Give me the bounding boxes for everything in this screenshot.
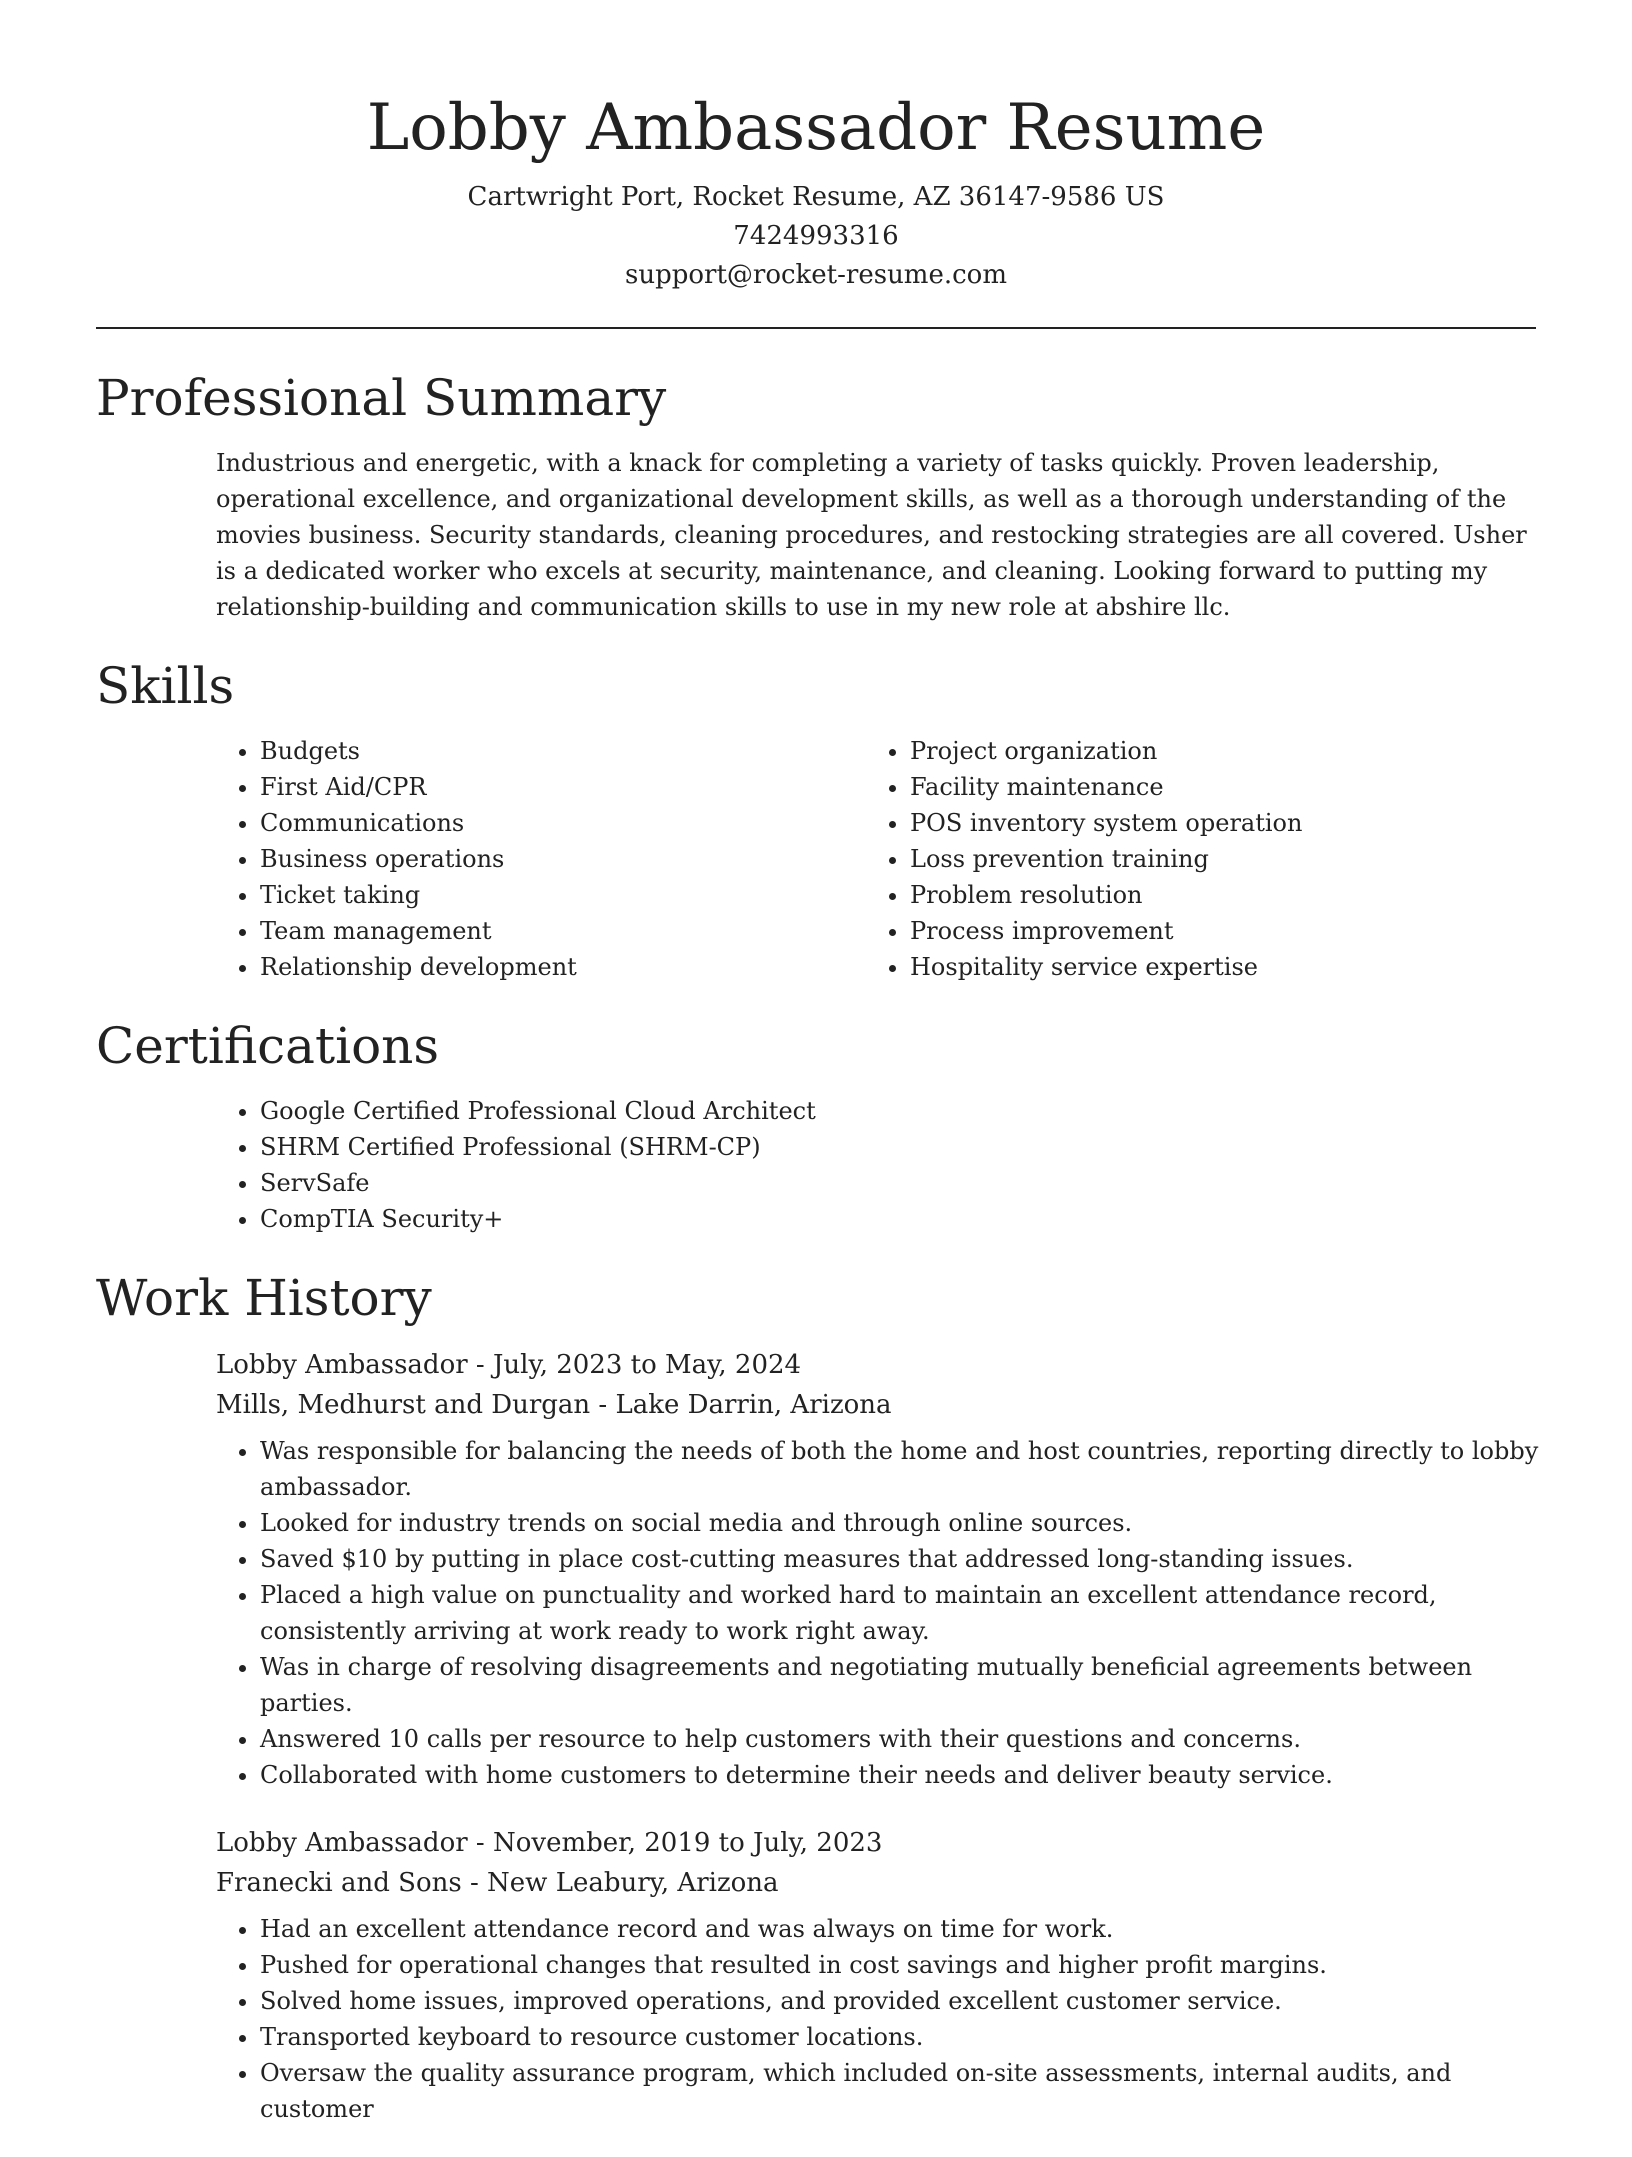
summary-text: Industrious and energetic, with a knack for completing a variety of tasks quickly. Proven leadership, operational excellence, and organizational development skills, as well as a thorough understanding of the movies business. Security standards, cleaning procedures, and restocking strategies are all covered. Usher is a dedicated worker who excels at security, maintenance, and cleaning. Looking forward to putting my relationship-building and communication skills to use in my new role at abshire llc. [216,449,1527,621]
job-title-line [216,1345,1536,1385]
job-location: - Lake Darrin, Arizona [590,1390,892,1420]
certifications-heading: Certifications [96,1017,440,1075]
work-history-section [96,1265,1539,2127]
job-role: Lobby Ambassador [216,1350,468,1380]
resume-title: Lobby Ambassador Resume [366,91,1266,165]
skill-item: • Facility maintenance [910,769,1516,805]
summary-heading: Professional Summary [96,369,667,427]
skills-grid [216,733,1536,985]
job-company-line [216,1863,1536,1903]
header-divider [96,327,1536,329]
job-duty-item: • Answered 10 calls per resource to help customers with their questions and concerns. [260,1721,1540,1757]
job-duty-item: • Looked for industry trends on social media and through online sources. [260,1505,1540,1541]
certification-item: • Google Certified Professional Cloud Architect [260,1093,1536,1129]
skill-item: • Process improvement [910,913,1516,949]
certification-item: • CompTIA Security+ [260,1201,1536,1237]
contact-address: Cartwright Port, Rocket Resume, AZ 36147-9586 US [467,182,1165,212]
job-company-line [216,1385,1536,1425]
skill-item: • Relationship development [260,949,866,985]
skill-item: • Team management [260,913,866,949]
job-duty-item: • Collaborated with home customers to determine their needs and deliver beauty service. [260,1757,1540,1793]
contact-phone: 7424993316 [733,221,899,251]
job-duty-item: • Transported keyboard to resource customer locations. [260,2019,1540,2055]
job-company: Franecki and Sons [216,1868,462,1898]
skill-item: • Hospitality service expertise [910,949,1516,985]
contact-block [96,178,1536,295]
certifications-section [96,1013,1536,1237]
job-duties [216,1911,1540,2127]
skill-item: • Communications [260,805,866,841]
job-company: Mills, Medhurst and Durgan [216,1390,591,1420]
job-duty-item: • Placed a high value on punctuality and worked hard to maintain an excellent attendance record, consistently arriving at work ready to work right away. [260,1577,1540,1649]
job-dates: - July, 2023 to May, 2024 [467,1350,802,1380]
skill-item: • Problem resolution [910,877,1516,913]
job-entry [216,1823,1536,2127]
skill-item: • Business operations [260,841,866,877]
skill-item: • Budgets [260,733,866,769]
skill-item: • Loss prevention training [910,841,1516,877]
work-history-heading: Work History [96,1269,432,1327]
job-duty-item: • Pushed for operational changes that resulted in cost savings and higher profit margins. [260,1947,1540,1983]
skills-column-right [866,733,1516,985]
skills-section [96,653,1536,985]
job-duty-item: • Oversaw the quality assurance program, which included on-site assessments, internal audits, and customer [260,2055,1540,2127]
skills-heading: Skills [96,657,235,715]
job-entry [216,1345,1539,1793]
skills-column-left [216,733,866,985]
summary-section [96,365,1536,625]
skill-item: • First Aid/CPR [260,769,866,805]
job-dates: - November, 2019 to July, 2023 [467,1828,883,1858]
skill-item: • Project organization [910,733,1516,769]
job-duty-item: • Was responsible for balancing the needs of both the home and host countries, reporting directly to lobby ambassador. [260,1433,1540,1505]
resume-header [96,0,1536,295]
skill-item: • Ticket taking [260,877,866,913]
contact-email: support@rocket-resume.com [624,260,1007,290]
job-duty-item: • Was in charge of resolving disagreements and negotiating mutually beneficial agreements between parties. [260,1649,1540,1721]
job-role: Lobby Ambassador [216,1828,468,1858]
job-duty-item: • Solved home issues, improved operations, and provided excellent customer service. [260,1983,1540,2019]
certification-item: • SHRM Certified Professional (SHRM-CP) [260,1129,1536,1165]
resume-page [96,0,1539,2157]
job-duty-item: • Had an excellent attendance record and was always on time for work. [260,1911,1540,1947]
job-duty-item: • Saved $10 by putting in place cost-cutting measures that addressed long-standing issues. [260,1541,1540,1577]
job-duties [216,1433,1540,1793]
job-location: - New Leabury, Arizona [461,1868,779,1898]
certification-item: • ServSafe [260,1165,1536,1201]
job-title-line [216,1823,1536,1863]
skill-item: • POS inventory system operation [910,805,1516,841]
